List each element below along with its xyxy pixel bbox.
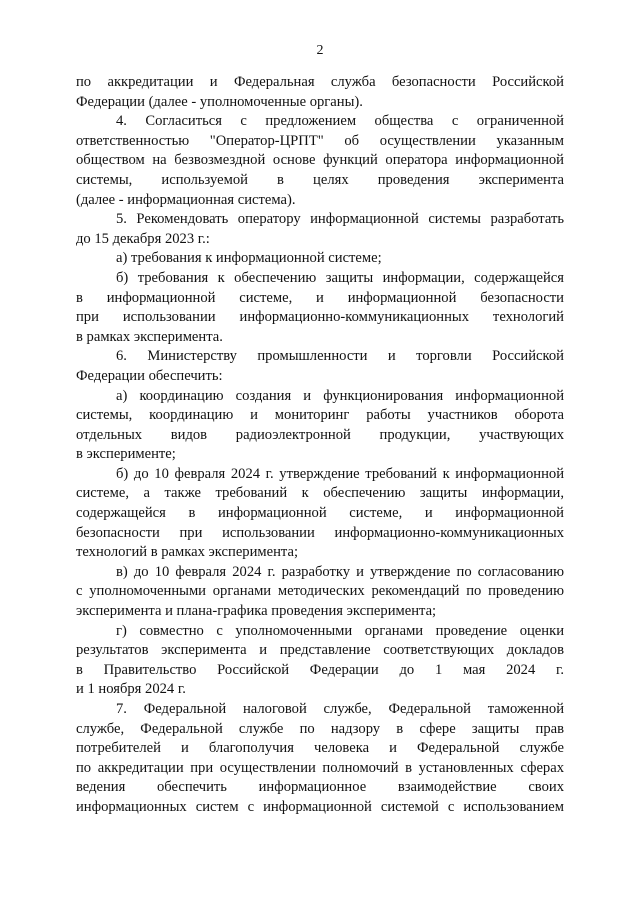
text-line: 5. Рекомендовать оператору информационной системы разработать [116, 211, 564, 228]
text-line: г) совместно с уполномоченными органами проведение оценки [116, 622, 564, 639]
text-line: системы, используемой в целях проведения эксперимента [76, 171, 564, 188]
paragraph-item-6g [76, 622, 564, 700]
text-line: 7. Федеральной налоговой службе, Федеральной таможенной [116, 701, 564, 717]
text-line: эксперимента и плана-графика проведения эксперимента; [76, 603, 437, 620]
text-line: технологий в рамках эксперимента; [76, 544, 299, 561]
page-number: 2 [316, 43, 324, 58]
text-line: результатов эксперимента и представление соответствующих докладов [76, 642, 564, 659]
paragraph-item-6b [76, 465, 564, 563]
text-line: 6. Министерству промышленности и торговли Российской [116, 348, 564, 365]
text-line: по аккредитации при осуществлении полномочий в установленных сферах [76, 759, 564, 776]
text-line: б) требования к обеспечению защиты информации, содержащейся [116, 269, 564, 286]
text-line: ведения обеспечить информационное взаимодействие своих [76, 779, 564, 796]
text-line: б) до 10 февраля 2024 г. утверждение требований к информационной [116, 465, 564, 482]
text-line: содержащейся в информационной системе, и информационной [76, 505, 564, 522]
text-line: 4. Согласиться с предложением общества с ограниченной [116, 113, 564, 130]
paragraph-item-7 [76, 700, 564, 818]
text-line: потребителей и благополучия человека и Федеральной службе [76, 740, 564, 757]
text-line: отдельных видов радиоэлектронной продукции, участвующих [76, 426, 564, 443]
text-line: Федерации обеспечить: [76, 367, 223, 384]
paragraph-item-5a [76, 249, 564, 269]
text-line: с уполномоченными органами методических рекомендаций по проведению [76, 583, 564, 600]
paragraph-continuation [76, 73, 564, 112]
document-body [76, 73, 564, 818]
paragraph-item-5 [76, 210, 564, 249]
text-line: информационных систем с информационной системой с использованием [76, 798, 564, 815]
text-line: системы, координацию и мониторинг работы участников оборота [76, 407, 564, 424]
text-line: в Правительство Российской Федерации до 1 мая 2024 г. [76, 661, 564, 678]
text-line: в информационной системе, и информационной безопасности [76, 289, 564, 306]
text-line: и 1 ноября 2024 г. [76, 681, 186, 698]
text-line: ответственностью "Оператор-ЦРПТ" об осуществлении указанным [76, 132, 564, 149]
paragraph-item-6a [76, 387, 564, 465]
paragraph-item-5b [76, 269, 564, 347]
text-line: а) координацию создания и функционирования информационной [116, 387, 564, 404]
paragraph-item-4 [76, 112, 564, 210]
text-line: а) требования к информационной системе; [116, 250, 382, 267]
text-line: до 15 декабря 2023 г.: [76, 230, 210, 247]
text-line: в) до 10 февраля 2024 г. разработку и утверждение по согласованию [116, 563, 564, 580]
paragraph-item-6v [76, 563, 564, 622]
paragraph-item-6 [76, 347, 564, 386]
text-line: обществом на безвозмездной основе функций оператора информационной [76, 152, 564, 169]
text-line: по аккредитации и Федеральная служба безопасности Российской [76, 74, 564, 90]
text-line: в эксперименте; [76, 446, 176, 463]
text-line: при использовании информационно-коммуникационных технологий [76, 309, 564, 326]
text-line: (далее - информационная система). [76, 191, 296, 208]
text-line: в рамках эксперимента. [76, 328, 223, 345]
text-line: системе, а также требований к обеспечению защиты информации, [76, 485, 564, 502]
text-line: Федерации (далее - уполномоченные органы). [76, 93, 363, 110]
text-line: безопасности при использовании информационно-коммуникационных [76, 524, 564, 541]
text-line: службе, Федеральной службе по надзору в сфере защиты прав [76, 720, 564, 737]
